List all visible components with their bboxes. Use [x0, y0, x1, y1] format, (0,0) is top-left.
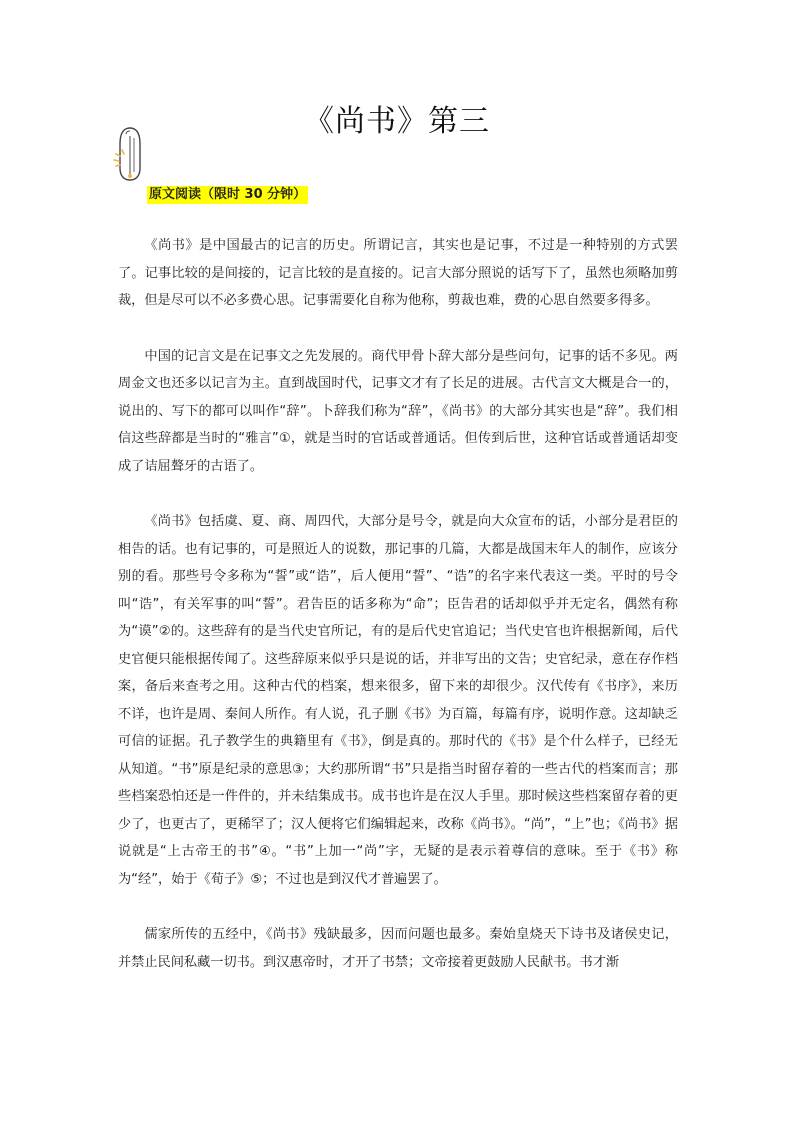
- lamp-brush-ornament-icon: [112, 124, 152, 184]
- page-title: 《尚书》第三: [304, 104, 490, 139]
- article-body: [118, 232, 678, 1004]
- paragraph: 中国的记言文是在记事文之先发展的。商代甲骨卜辞大部分是些问句，记事的话不多见。两周金文也还多以记言为主。直到战国时代，记事文才有了长足的进展。古代言文大概是合一的，说出的、写下的都可以叫作“辞”。卜辞我们称为“辞”，《尚书》的大部分其实也是“辞”。我们相信这些辞都是当时的“雅言”①，就是当时的官话或普通话。但传到后世，这种官话或普通话却变成了诘屈聱牙的古语了。: [118, 348, 678, 474]
- paragraph: 《尚书》是中国最古的记言的历史。所谓记言，其实也是记事，不过是一种特别的方式罢了。记事比较的是间接的，记言比较的是直接的。记言大部分照说的话写下了，虽然也须略加剪裁，但是尽可以不必多费心思。记事需要化自称为他称，剪裁也难，费的心思自然要多得多。: [118, 238, 678, 308]
- paragraph: 《尚书》包括虞、夏、商、周四代，大部分是号令，就是向大众宣布的话，小部分是君臣的相告的话。也有记事的，可是照近人的说数，那记事的几篇，大都是战国末年人的制作，应该分别的看。那些号令多称为“誓”或“诰”，后人便用“誓”、“诰”的名字来代表这一类。平时的号令叫“诰”，有关军事的叫“誓”。君告臣的话多称为“命”；臣告君的话却似乎并无定名，偶然有称为“谟”②的。这些辞有的是当代史官所记，有的是后代史官追记；当代史官也许根据新闻，后代史官便只能根据传闻了。这些辞原来似乎只是说的话，并非写出的文告；史官纪录，意在存作档案，备后来查考之用。这种古代的档案，想来很多，留下来的却很少。汉代传有《书序》，来历不详，也许是周、秦间人所作。有人说，孔子删《书》为百篇，每篇有序，说明作意。这却缺乏可信的证据。孔子教学生的典籍里有《书》，倒是真的。那时代的《书》是个什么样子，已经无从知道。“书”原是纪录的意思③；大约那所谓“书”只是指当时留存着的一些古代的档案而言；那些档案恐怕还是一件件的，并未结集成书。成书也许是在汉人手里。那时候这些档案留存着的更少了，也更古了，更稀罕了；汉人便将它们编辑起来，改称《尚书》。“尚”，“上”也；《尚书》据说就是“上古帝王的书”④。“书”上加一“尚”字，无疑的是表示着尊信的意味。至于《书》称为“经”，始于《荀子》⑤；不过也是到汉代才普遍罢了。: [118, 514, 678, 887]
- section-label: 原文阅读（限时 30 分钟）: [149, 187, 307, 202]
- paragraph: 儒家所传的五经中，《尚书》残缺最多，因而问题也最多。秦始皇烧天下诗书及诸侯史记，并禁止民间私藏一切书。到汉惠帝时，才开了书禁；文帝接着更鼓励人民献书。书才渐: [118, 927, 678, 970]
